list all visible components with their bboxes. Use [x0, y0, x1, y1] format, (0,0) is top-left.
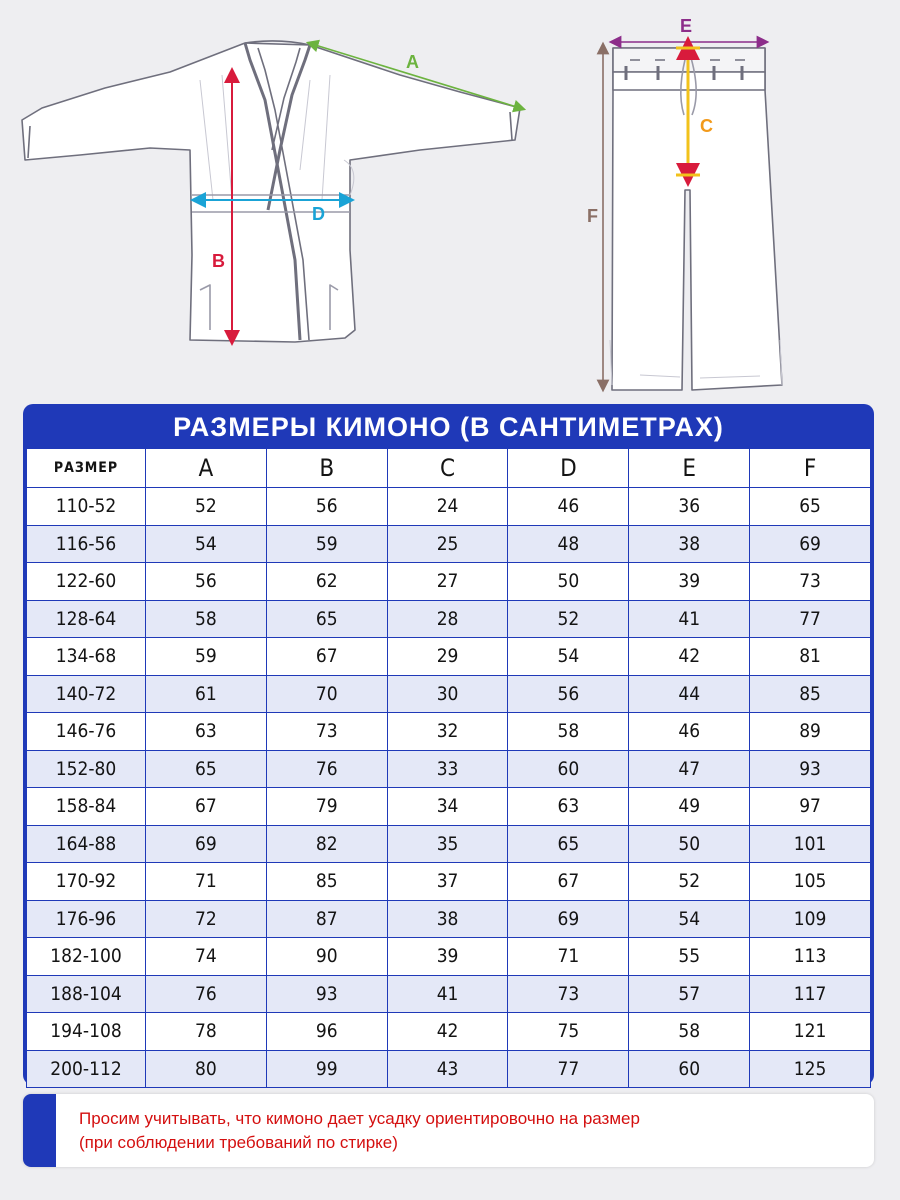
measure-cell: 61: [146, 675, 267, 713]
measure-cell: 65: [266, 600, 387, 638]
measure-cell: 65: [508, 825, 629, 863]
measure-cell: 42: [387, 1013, 508, 1051]
header-b: B: [266, 449, 387, 488]
measure-cell: 33: [387, 750, 508, 788]
measure-cell: 73: [750, 563, 871, 601]
jacket-drawing: [22, 41, 520, 342]
measure-cell: 77: [750, 600, 871, 638]
measure-cell: 42: [629, 638, 750, 676]
measure-cell: 93: [266, 975, 387, 1013]
table-row: [27, 525, 871, 563]
measure-cell: 28: [387, 600, 508, 638]
measure-cell: 72: [146, 900, 267, 938]
measure-cell: 63: [146, 713, 267, 751]
measure-cell: 34: [387, 788, 508, 826]
measure-cell: 56: [146, 563, 267, 601]
measure-cell: 97: [750, 788, 871, 826]
size-cell: 146-76: [27, 713, 146, 751]
measure-cell: 76: [266, 750, 387, 788]
measure-cell: 65: [146, 750, 267, 788]
measure-cell: 71: [508, 938, 629, 976]
measure-cell: 54: [146, 525, 267, 563]
measure-cell: 49: [629, 788, 750, 826]
measure-cell: 54: [629, 900, 750, 938]
measure-cell: 47: [629, 750, 750, 788]
note-text: [79, 1107, 640, 1155]
measure-cell: 30: [387, 675, 508, 713]
measure-cell: 99: [266, 1050, 387, 1088]
table-row: [27, 750, 871, 788]
measure-cell: 62: [266, 563, 387, 601]
measure-cell: 63: [508, 788, 629, 826]
size-rows: [27, 488, 871, 1088]
measure-cell: 81: [750, 638, 871, 676]
measure-cell: 67: [266, 638, 387, 676]
measure-cell: 117: [750, 975, 871, 1013]
header-size: РАЗМЕР: [27, 449, 146, 488]
header-a: A: [146, 449, 267, 488]
size-grid: [26, 448, 871, 1088]
table-row: [27, 788, 871, 826]
size-table: [23, 404, 874, 1085]
measure-cell: 75: [508, 1013, 629, 1051]
note-line-1: Просим учитывать, что кимоно дает усадку ориентировочно на размер: [79, 1109, 640, 1128]
note-accent-bar: [23, 1094, 56, 1167]
measure-cell: 77: [508, 1050, 629, 1088]
measure-cell: 109: [750, 900, 871, 938]
size-cell: 158-84: [27, 788, 146, 826]
table-row: [27, 1050, 871, 1088]
measure-cell: 37: [387, 863, 508, 901]
size-cell: 122-60: [27, 563, 146, 601]
measure-cell: 69: [508, 900, 629, 938]
table-row: [27, 488, 871, 526]
measure-cell: 67: [508, 863, 629, 901]
header-e: E: [629, 449, 750, 488]
measure-cell: 27: [387, 563, 508, 601]
measure-cell: 52: [629, 863, 750, 901]
measure-cell: 52: [146, 488, 267, 526]
measure-cell: 121: [750, 1013, 871, 1051]
shrinkage-note: [23, 1094, 874, 1167]
table-row: [27, 600, 871, 638]
measure-cell: 89: [750, 713, 871, 751]
measure-cell: 54: [508, 638, 629, 676]
measure-cell: 46: [508, 488, 629, 526]
measure-cell: 79: [266, 788, 387, 826]
measure-cell: 113: [750, 938, 871, 976]
size-cell: 152-80: [27, 750, 146, 788]
measure-cell: 59: [266, 525, 387, 563]
measure-cell: 56: [508, 675, 629, 713]
measure-cell: 58: [508, 713, 629, 751]
measure-cell: 56: [266, 488, 387, 526]
size-cell: 164-88: [27, 825, 146, 863]
measure-cell: 44: [629, 675, 750, 713]
measure-cell: 36: [629, 488, 750, 526]
measure-cell: 41: [387, 975, 508, 1013]
table-row: [27, 938, 871, 976]
size-cell: 116-56: [27, 525, 146, 563]
measure-cell: 41: [629, 600, 750, 638]
size-cell: 140-72: [27, 675, 146, 713]
measure-cell: 24: [387, 488, 508, 526]
measure-cell: 105: [750, 863, 871, 901]
measure-cell: 70: [266, 675, 387, 713]
measure-cell: 52: [508, 600, 629, 638]
measure-cell: 74: [146, 938, 267, 976]
size-cell: 128-64: [27, 600, 146, 638]
garment-diagrams: [0, 0, 900, 400]
measure-cell: 93: [750, 750, 871, 788]
measure-cell: 76: [146, 975, 267, 1013]
table-row: [27, 1013, 871, 1051]
pants-drawing: [610, 48, 782, 390]
header-c: C: [387, 449, 508, 488]
measure-cell: 35: [387, 825, 508, 863]
header-f: F: [750, 449, 871, 488]
measure-cell: 58: [629, 1013, 750, 1051]
label-F: F: [587, 206, 598, 226]
measure-cell: 73: [266, 713, 387, 751]
measure-cell: 55: [629, 938, 750, 976]
measure-cell: 78: [146, 1013, 267, 1051]
label-E: E: [680, 16, 693, 36]
measure-cell: 80: [146, 1050, 267, 1088]
table-row: [27, 713, 871, 751]
measure-cell: 85: [750, 675, 871, 713]
size-cell: 134-68: [27, 638, 146, 676]
table-row: [27, 863, 871, 901]
label-C: C: [700, 116, 713, 136]
measure-cell: 101: [750, 825, 871, 863]
measure-cell: 29: [387, 638, 508, 676]
header-row: [27, 449, 871, 488]
measure-cell: 73: [508, 975, 629, 1013]
table-row: [27, 563, 871, 601]
table-row: [27, 975, 871, 1013]
size-cell: 170-92: [27, 863, 146, 901]
measure-cell: 82: [266, 825, 387, 863]
table-row: [27, 675, 871, 713]
measure-cell: 32: [387, 713, 508, 751]
measure-cell: 125: [750, 1050, 871, 1088]
size-cell: 176-96: [27, 900, 146, 938]
label-B: B: [212, 251, 225, 271]
measure-cell: 65: [750, 488, 871, 526]
measure-cell: 85: [266, 863, 387, 901]
measure-cell: 38: [387, 900, 508, 938]
measure-cell: 50: [629, 825, 750, 863]
measure-cell: 69: [146, 825, 267, 863]
measure-cell: 39: [387, 938, 508, 976]
note-line-2: (при соблюдении требований по стирке): [79, 1133, 398, 1152]
label-D: D: [312, 204, 325, 224]
measure-cell: 46: [629, 713, 750, 751]
measure-cell: 38: [629, 525, 750, 563]
size-cell: 194-108: [27, 1013, 146, 1051]
label-A: A: [406, 52, 419, 72]
measure-cell: 67: [146, 788, 267, 826]
measure-cell: 60: [508, 750, 629, 788]
measure-cell: 96: [266, 1013, 387, 1051]
table-title: РАЗМЕРЫ КИМОНО (В САНТИМЕТРАХ): [173, 412, 724, 442]
measure-cell: 60: [629, 1050, 750, 1088]
measure-cell: 48: [508, 525, 629, 563]
size-cell: 200-112: [27, 1050, 146, 1088]
size-cell: 188-104: [27, 975, 146, 1013]
measure-cell: 90: [266, 938, 387, 976]
measure-cell: 50: [508, 563, 629, 601]
measure-cell: 58: [146, 600, 267, 638]
header-d: D: [508, 449, 629, 488]
table-row: [27, 825, 871, 863]
size-cell: 110-52: [27, 488, 146, 526]
measure-cell: 69: [750, 525, 871, 563]
measure-cell: 87: [266, 900, 387, 938]
table-row: [27, 900, 871, 938]
measure-cell: 39: [629, 563, 750, 601]
measure-cell: 43: [387, 1050, 508, 1088]
measure-cell: 71: [146, 863, 267, 901]
measure-cell: 57: [629, 975, 750, 1013]
size-cell: 182-100: [27, 938, 146, 976]
measure-cell: 25: [387, 525, 508, 563]
measure-cell: 59: [146, 638, 267, 676]
table-row: [27, 638, 871, 676]
